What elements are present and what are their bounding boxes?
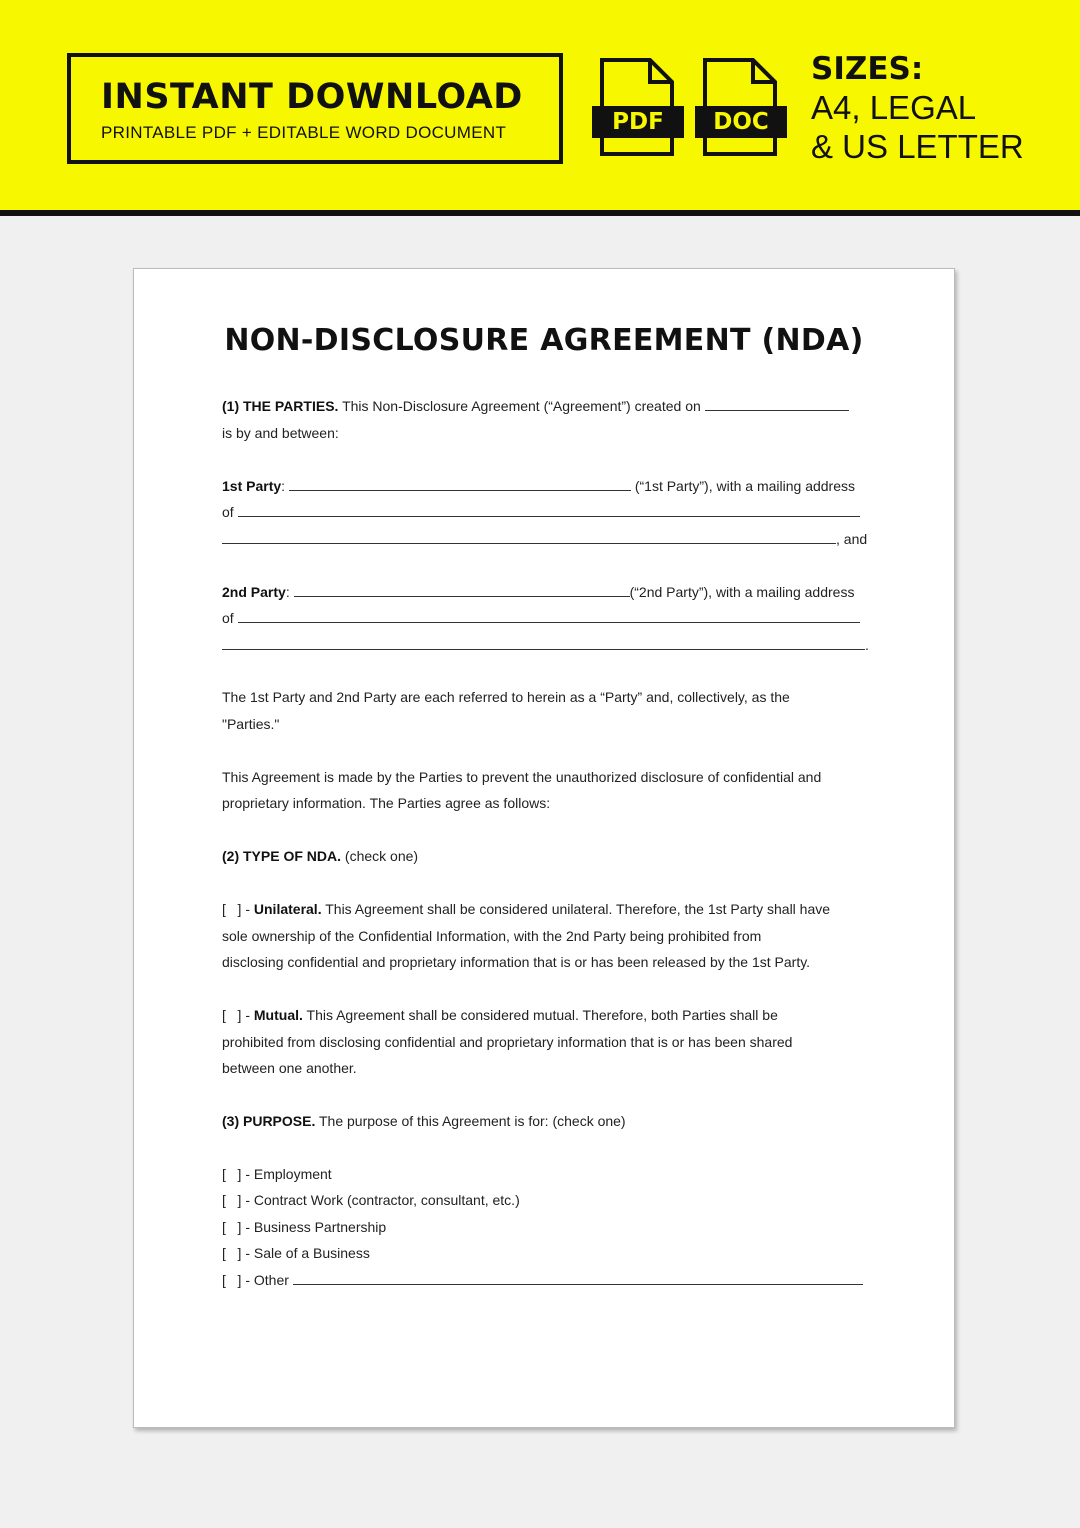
referred-line-2: "Parties." [222,716,280,732]
sizes-line-2: & US LETTER [811,128,1024,165]
pdf-label: PDF [592,106,684,138]
party2-address-blank-2[interactable] [222,633,865,650]
intro-line-1: This Agreement is made by the Parties to prevent the unauthorized disclosure of confidential and [222,769,822,785]
party1-suffix: (“1st Party”), with a mailing address [634,478,856,494]
party2-address-line-1 [222,605,872,631]
purpose-heading-line [222,1108,872,1134]
party2-address-line-2 [222,632,872,658]
sizes-info [811,50,1024,166]
mutual-line-1 [222,1002,872,1028]
party1-end: , and [836,531,868,547]
intro-line-2: proprietary information. The Parties agree as follows: [222,795,551,811]
sizes-line-1: A4, LEGAL [811,89,977,126]
mutual-checkbox[interactable]: [ ] - [222,1007,250,1023]
party2-end: . [865,637,869,653]
other-blank[interactable] [293,1268,863,1285]
purpose-option-business-partnership[interactable]: [ ] - Business Partnership [222,1219,387,1235]
party2-line [222,579,872,605]
banner-title: INSTANT DOWNLOAD [101,77,523,117]
party1-address-line-2 [222,526,872,552]
doc-file-icon [695,58,787,158]
purpose-option-employment[interactable]: [ ] - Employment [222,1166,332,1182]
document-title: NON-DISCLOSURE AGREEMENT (NDA) [224,323,864,358]
unilateral-checkbox[interactable]: [ ] - [222,901,250,917]
unilateral-line-2: sole ownership of the Confidential Information, with the 2nd Party being prohibited from [222,928,762,944]
mutual-line-3: between one another. [222,1060,357,1076]
unilateral-text-1: This Agreement shall be considered unilateral. Therefore, the 1st Party shall have [325,901,831,917]
banner-subtitle: PRINTABLE PDF + EDITABLE WORD DOCUMENT [101,123,507,142]
party1-label: 1st Party [222,478,282,494]
party2-of: of [222,610,234,626]
type-heading-line [222,843,872,869]
party2-name-blank[interactable] [294,580,630,597]
doc-label: DOC [695,106,787,138]
party1-name-blank[interactable] [289,474,631,491]
mutual-text-1: This Agreement shall be considered mutual. Therefore, both Parties shall be [306,1007,778,1023]
party1-of: of [222,504,234,520]
document-page [133,268,955,1428]
type-heading: (2) TYPE OF NDA. [222,848,342,864]
parties-text: This Non-Disclosure Agreement (“Agreement”) created on [342,398,701,414]
mutual-line-2: prohibited from disclosing confidential and proprietary information that is or has been shared [222,1034,793,1050]
party1-address-blank-1[interactable] [238,500,860,517]
purpose-option-sale-of-business[interactable]: [ ] - Sale of a Business [222,1245,370,1261]
party2-colon: : [285,584,290,600]
unilateral-label: Unilateral. [253,901,322,917]
pdf-file-icon [592,58,684,158]
instant-download-box [67,53,563,164]
sizes-title: SIZES: [811,51,924,87]
parties-line-2: is by and between: [222,425,339,441]
party1-line [222,473,872,499]
promo-banner [0,0,1080,216]
unilateral-line-3: disclosing confidential and proprietary information that is or has been released by the 1st Party. [222,954,811,970]
referred-line-1: The 1st Party and 2nd Party are each referred to herein as a “Party” and, collectively, as the [222,689,790,705]
mutual-label: Mutual. [253,1007,303,1023]
party1-colon: : [281,478,286,494]
purpose-option-other[interactable]: [ ] - Other [222,1272,289,1288]
parties-heading: (1) THE PARTIES. [222,398,339,414]
party2-suffix: (“2nd Party”), with a mailing address [629,584,855,600]
party2-label: 2nd Party [222,584,286,600]
purpose-option-other-line [222,1267,872,1293]
party2-address-blank-1[interactable] [238,606,860,623]
date-blank[interactable] [705,394,849,411]
party1-address-blank-2[interactable] [222,527,836,544]
party1-address-line-1 [222,499,872,525]
parties-line-1 [222,393,872,419]
purpose-option-contract-work[interactable]: [ ] - Contract Work (contractor, consultant, etc.) [222,1192,520,1208]
purpose-text: The purpose of this Agreement is for: (check one) [319,1113,626,1129]
type-note: (check one) [344,848,419,864]
unilateral-line-1 [222,896,872,922]
purpose-heading: (3) PURPOSE. [222,1113,316,1129]
